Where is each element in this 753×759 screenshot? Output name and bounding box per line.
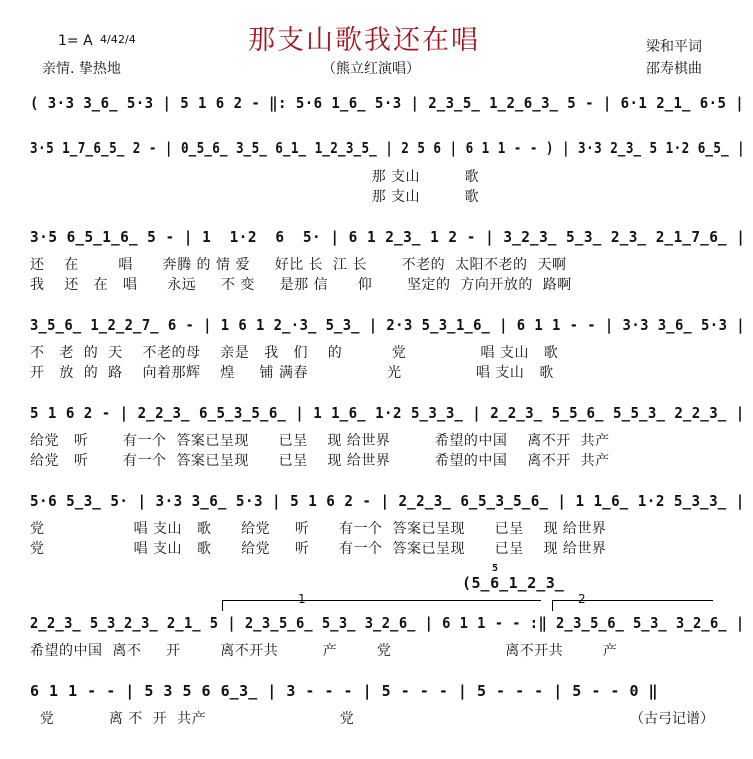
staff-5-notes: 5 1 6 2 - | 2̲2̲3̲ 6̲5̲3̲5̲6̲ | 1 1̲6̲ 1·2 5̲3̲3̲ | 2̲2̲3̲ 5̲5̲6̲ 5̲5̲3̲ 2̲2̲3̲ | — [30, 404, 745, 422]
time-signature-1: 4/4 — [100, 33, 118, 46]
second-ending-bracket — [552, 600, 713, 611]
ossia-mark: 5 — [492, 563, 499, 574]
staff-4-lyrics-2: 开 放 的 路 向着那辉 煌 铺 满春 光 唱 支山 歌 — [30, 365, 554, 381]
song-title: 那支山歌我还在唱 — [248, 25, 480, 56]
staff-4-lyrics-1: 不 老 的 天 不老的母 亲是 我 们 的 党 唱 支山 歌 — [30, 345, 559, 361]
staff-2-lyrics-2: 那 支山 歌 — [30, 189, 480, 205]
expression-marking: 亲情. 挚热地 — [42, 61, 121, 77]
second-ending-label: 2 — [578, 592, 586, 606]
staff-5-lyrics-1: 给党 听 有一个 答案已呈现 已呈 现 给世界 希望的中国 离不开 共产 — [30, 433, 610, 449]
key-signature: 1= A — [58, 33, 93, 49]
staff-2-notes: 3·5 1̲7̲6̲5̲ 2 - | 0̲5̲6̲ 3̲5̲ 6̲1̲ 1̲2̲3̲5̲ | 2 5 6 | 6 1 1 - - ) | 3·3 2̲3̲ 5 1·2 6̲5̲ | — [30, 139, 746, 157]
staff-1-notes: ( 3·3 3̲6̲ 5·3 | 5 1 6 2 - ‖: 5·6 1̲6̲ 5·3 | 2̲3̲5̲ 1̲2̲6̲3̲ 5 - | 6·1 2̲1̲ 6·5 | — [30, 94, 745, 112]
staff-6-lyrics-2: 党 唱 支山 歌 给党 听 有一个 答案已呈现 已呈 现 给世界 — [30, 541, 607, 557]
time-signature-2: 2/4 — [118, 33, 136, 46]
staff-3-notes: 3·5 6̲5̲1̲6̲ 5 - | 1 1·2 6 5· | 6 1 2̲3̲ 1 2 - | 3̲2̲3̲ 5̲3̲ 2̲3̲ 2̲1̲7̲6̲ | — [30, 228, 746, 246]
staff-8-lyrics-1: 党 离 不 开 共产 党 — [30, 711, 558, 727]
staff-7-lyrics-1: 希望的中国 离不 开 离不开共 产 党 离不开共 产 — [30, 643, 618, 659]
ossia-notes: (5̲6̲1̲2̲3̲ — [462, 574, 565, 592]
staff-3-lyrics-1: 还 在 唱 奔腾 的 情 爱 好比 长 江 长 不老的 太阳不老的 天啊 — [30, 257, 567, 273]
staff-6-notes: 5·6 5̲3̲ 5· | 3·3 3̲6̲ 5·3 | 5 1 6 2 - | 2̲2̲3̲ 6̲5̲3̲5̲6̲ | 1 1̲6̲ 1·2 5̲3̲3̲ | — [30, 492, 745, 510]
performer: （熊立红演唱） — [322, 61, 420, 77]
composer: 邵寿棋曲 — [646, 61, 702, 77]
lyricist: 梁和平词 — [646, 39, 702, 55]
first-ending-bracket — [222, 600, 541, 611]
staff-3-lyrics-2: 我 还 在 唱 永远 不 变 是那 信 仰 坚定的 方向开放的 路啊 — [30, 277, 572, 293]
staff-8-notes: 6 1 1 - - | 5 3 5 6 6̲3̲ | 3 - - - | 5 - - - | 5 - - - | 5 - - 0 ‖ — [30, 682, 659, 700]
staff-6-lyrics-1: 党 唱 支山 歌 给党 听 有一个 答案已呈现 已呈 现 给世界 — [30, 521, 607, 537]
staff-2-lyrics-1: 那 支山 歌 — [30, 169, 480, 185]
transcriber-credit: （古弓记谱） — [630, 711, 714, 727]
staff-4-notes: 3̲5̲6̲ 1̲2̲2̲7̲ 6 - | 1 6 1 2̲·3̲ 5̲3̲ | 2·3 5̲3̲1̲6̲ | 6 1 1 - - | 3·3 3̲6̲ 5·3 | — [30, 316, 746, 334]
first-ending-label: 1 — [298, 592, 306, 606]
staff-7-notes: 2̲2̲3̲ 5̲3̲2̲3̲ 2̲1̲ 5 | 2̲3̲5̲6̲ 5̲3̲ 3̲2̲6̲ | 6 1 1 - - :‖ 2̲3̲5̲6̲ 5̲3̲ 3̲2̲6̲ | — [30, 614, 745, 632]
staff-5-lyrics-2: 给党 听 有一个 答案已呈现 已呈 现 给世界 希望的中国 离不开 共产 — [30, 453, 610, 469]
